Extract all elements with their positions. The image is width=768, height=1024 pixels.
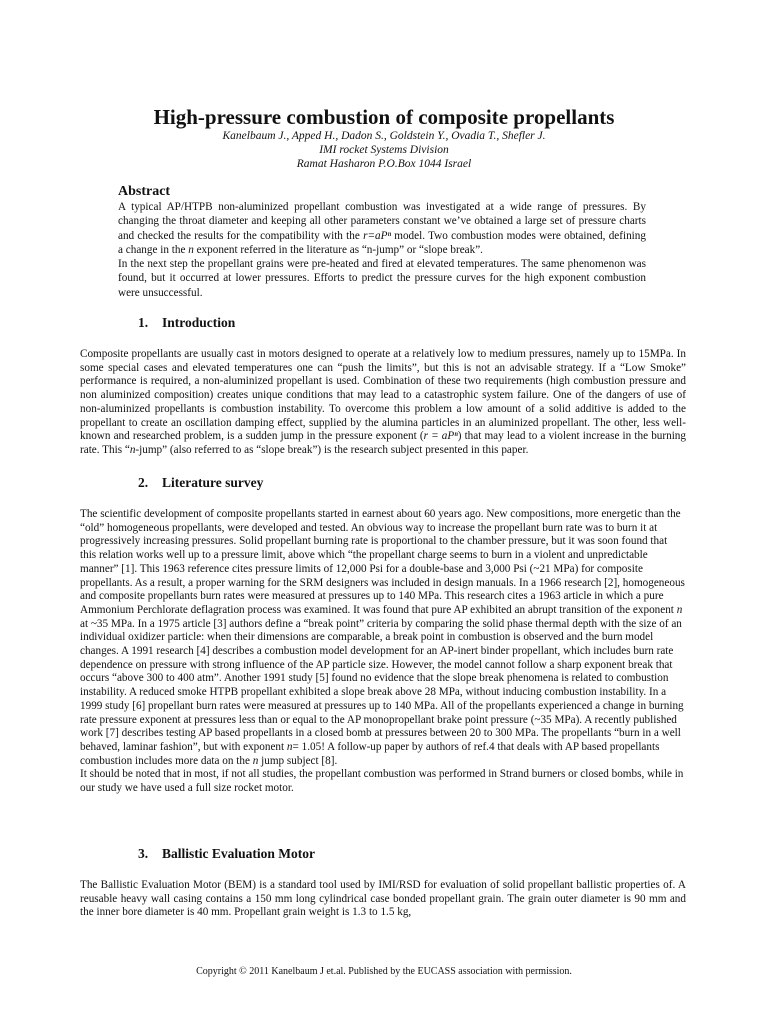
- introduction-text: [80, 348, 686, 458]
- address: Ramat Hasharon P.O.Box 1044 Israel: [296, 158, 472, 170]
- affiliation: IMI rocket Systems Division: [319, 144, 449, 156]
- abstract-paragraph-1: A typical AP/HTPB non-aluminized propellant combustion was investigated at a wide range of pressures. By changing the throat diameter and keeping all other parameters constant we’ve obtained a large set of pressure charts and checked the results for the compatibility with the r=aPⁿ model. Two combustion modes were obtained, defining a change in the n exponent referred in the literature as “n-jump” or “slope break”.: [118, 201, 646, 256]
- author-list: Kanelbaum J., Apped H., Dadon S., Goldstein Y., Ovadia T., Shefler J.: [222, 130, 546, 142]
- paper-title: High-pressure combustion of composite propellants: [153, 105, 615, 129]
- literature-survey-text: [80, 508, 686, 796]
- abstract-body: [118, 200, 646, 300]
- abstract-paragraph-2: In the next step the propellant grains were pre-heated and fired at elevated temperatures. The same phenomenon was found, but it occurred at lower pressures. Efforts to predict the pressure curves for the high exponent combustion were unsuccessful.: [118, 258, 646, 299]
- introduction-paragraph: Composite propellants are usually cast in motors designed to operate at a relatively low to medium pressures, namely up to 15MPa. In some special cases and elevated temperatures one can “push the limits”, but this is not an advisable strategy. If a “Low Smoke” performance is required, a non-aluminized propellant is used. Combination of these two requirements (high combustion pressure and non aluminized composition) creates unique conditions that may lead to a catastrophic system failure. One of the dangers of use of non-aluminized propellants is combustion instability. To overcome this problem a low amount of a solid additive is added to the propellant to create an oscillation damping effect, supplied by the alumina particles in an aluminized propellant. The other, less well-known and researched problem, is a sudden jump in the pressure exponent (r = aPⁿ) that may lead to a violent increase in the burning rate. This “n-jump” (also referred to as “slope break”) is the research subject presented in this paper.: [80, 348, 686, 456]
- ballistic-evaluation-motor-text: [80, 879, 686, 920]
- bem-paragraph: The Ballistic Evaluation Motor (BEM) is a standard tool used by IMI/RSD for evaluation of solid propellant ballistic properties of. A reusable heavy wall casing contains a 150 mm long cylindrical case bonded propellant grain. The grain outer diameter is 90 mm and the inner bore diameter is 40 mm. Propellant grain weight is 1.3 to 1.5 kg,: [80, 879, 686, 919]
- section-heading-ballistic-evaluation-motor: 3. Ballistic Evaluation Motor: [138, 846, 315, 861]
- literature-paragraph-1: The scientific development of composite propellants started in earnest about 60 years ago. New compositions, more energetic than the “old” homogeneous propellants, were developed and tested. An obvious way to increase the propellant burn rate was to burn it at progressively increasing pressures. Solid propellant burning rate is proportional to the chamber pressure, but it was soon found that this relation works well up to a pressure limit, above which “the propellant charge seems to burn in a violent and unpredictable manner” [1]. This 1963 reference cites pressure limits of 12,000 Psi for a double-base and 3,000 Psi (~21 MPa) for composite propellants. As a result, a proper warning for the SRM designers was included in design manuals. In a 1966 research [2], homogeneous and composite propellants burn rates were measured at pressures up to 140 MPa. This research cites a 1963 article in which a pure Ammonium Perchlorate deflagration process was examined. It was found that pure AP exhibited an abrupt transition of the exponent n at ~35 MPa. In a 1975 article [3] authors define a “break point” criteria by comparing the solid phase thermal depth with the size of an individual oxidizer particle: when their dimensions are comparable, a break point in combustion is observed and the burn model changes. A 1991 research [4] describes a combustion model development for an AP-inert binder propellant, which includes burn rate dependence on pressure with strong influence of the AP particle size. However, the model cannot follow a sharp exponent break that occurs “above 300 to 400 atm”. Another 1991 study [5] found no evidence that the slope break phenomena is related to combustion instability. A reduced smoke HTPB propellant exhibited a slope break above 28 MPa, without inducing combustion instability. In a 1999 study [6] propellant burn rates were measured at pressures up to 140 MPa. All of the propellants experienced a change in burning rate pressure exponent at pressures less than or equal to the AP monopropellant brake point pressure (~35 MPa). A recently published work [7] describes testing AP based propellants in a closed bomb at pressures between 20 to 300 MPa. The propellants “burn in a well behaved, laminar fashion”, but with exponent n= 1.05! A follow-up paper by authors of ref.4 that deals with AP based propellants combustion includes more data on the n jump subject [8].: [80, 508, 685, 767]
- abstract-heading: Abstract: [118, 184, 171, 199]
- section-heading-literature-survey: 2. Literature survey: [138, 475, 264, 490]
- copyright-footer: Copyright © 2011 Kanelbaum J et.al. Published by the EUCASS association with permission.: [196, 966, 572, 977]
- literature-paragraph-2: It should be noted that in most, if not all studies, the propellant combustion was performed in Strand burners or closed bombs, while in our study we have used a full size rocket motor.: [80, 768, 684, 795]
- section-heading-introduction: 1. Introduction: [138, 315, 236, 330]
